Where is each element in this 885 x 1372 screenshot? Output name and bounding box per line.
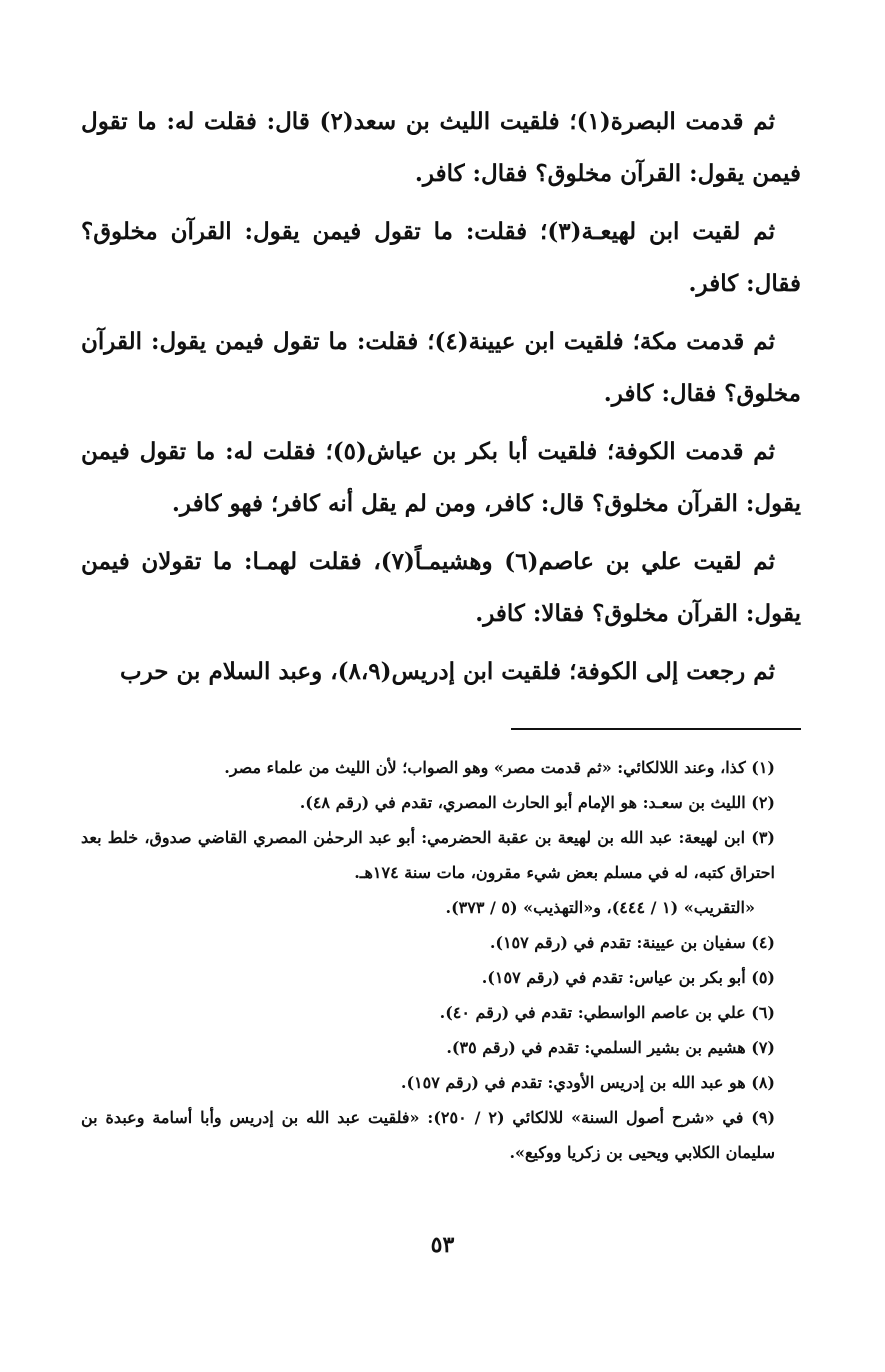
footnotes (81, 750, 801, 1170)
footnote-8: (٨) هو عبد الله بن إدريس الأودي: تقدم في (رقم ١٥٧). (400, 1073, 775, 1092)
footnote-3: (٣) ابن لهيعة: عبد الله بن لهيعة بن عقبة الحضرمي: أبو عبد الرحمٰن المصري القاضي صدوق، خلط بعد احتراق كتبه، له في مسلم بعض شيء مقرون، مات سنة ١٧٤هـ. (81, 828, 775, 882)
footnote-2: (٢) الليث بن سعـد: هو الإمام أبو الحارث المصري، تقدم في (رقم ٤٨). (299, 793, 775, 812)
paragraph-4: ثم قدمت الكوفة؛ فلقيت أبا بكر بن عياش(٥)؛ فقلت له: ما تقول فيمن يقول: القرآن مخلوق؟ قال: كافر، ومن لم يقل أنه كافر؛ فهو كافر. (81, 438, 801, 517)
paragraph-5: ثم لقيت علي بن عاصم(٦) وهشيمـاً(٧)، فقلت لهمـا: ما تقولان فيمن يقول: القرآن مخلوق؟ فقالا: كافر. (81, 548, 801, 627)
paragraph-3: ثم قدمت مكة؛ فلقيت ابن عيينة(٤)؛ فقلت: ما تقول فيمن يقول: القرآن مخلوق؟ فقال: كافر. (81, 328, 801, 407)
footnote-5: (٥) أبو بكر بن عياس: تقدم في (رقم ١٥٧). (481, 968, 775, 987)
footnote-3-source: «التقريب» (١ / ٤٤٤)، و«التهذيب» (٥ / ٣٧٣). (445, 898, 755, 917)
page-body (81, 96, 801, 1170)
page-number: ٥٣ (430, 1232, 455, 1258)
paragraph-2: ثم لقيت ابن لهيعـة(٣)؛ فقلت: ما تقول فيمن يقول: القرآن مخلوق؟ فقال: كافر. (81, 218, 801, 297)
paragraph-1: ثم قدمت البصرة(١)؛ فلقيت الليث بن سعد(٢) قال: فقلت له: ما تقول فيمن يقول: القرآن مخلوق؟ فقال: كافر. (81, 108, 801, 187)
footnote-divider (511, 728, 801, 730)
footnote-7: (٧) هشيم بن بشير السلمي: تقدم في (رقم ٣٥). (446, 1038, 775, 1057)
footnote-4: (٤) سفيان بن عيينة: تقدم في (رقم ١٥٧). (489, 933, 775, 952)
footnote-1: (١) كذا، وعند اللالكائي: «ثم قدمت مصر» وهو الصواب؛ لأن الليث من علماء مصر. (224, 758, 775, 777)
footnote-6: (٦) علي بن عاصم الواسطي: تقدم في (رقم ٤٠). (439, 1003, 775, 1022)
footnote-9: (٩) في «شرح أصول السنة» للالكائي (٢ / ٢٥٠): «فلقيت عبد الله بن إدريس وأبا أسامة وعبدة بن سليمان الكلابي ويحيى بن زكريا ووكيع». (81, 1108, 776, 1162)
paragraph-6: ثم رجعت إلى الكوفة؛ فلقيت ابن إدريس(٨،٩)، وعبد السلام بن حرب (119, 658, 775, 685)
